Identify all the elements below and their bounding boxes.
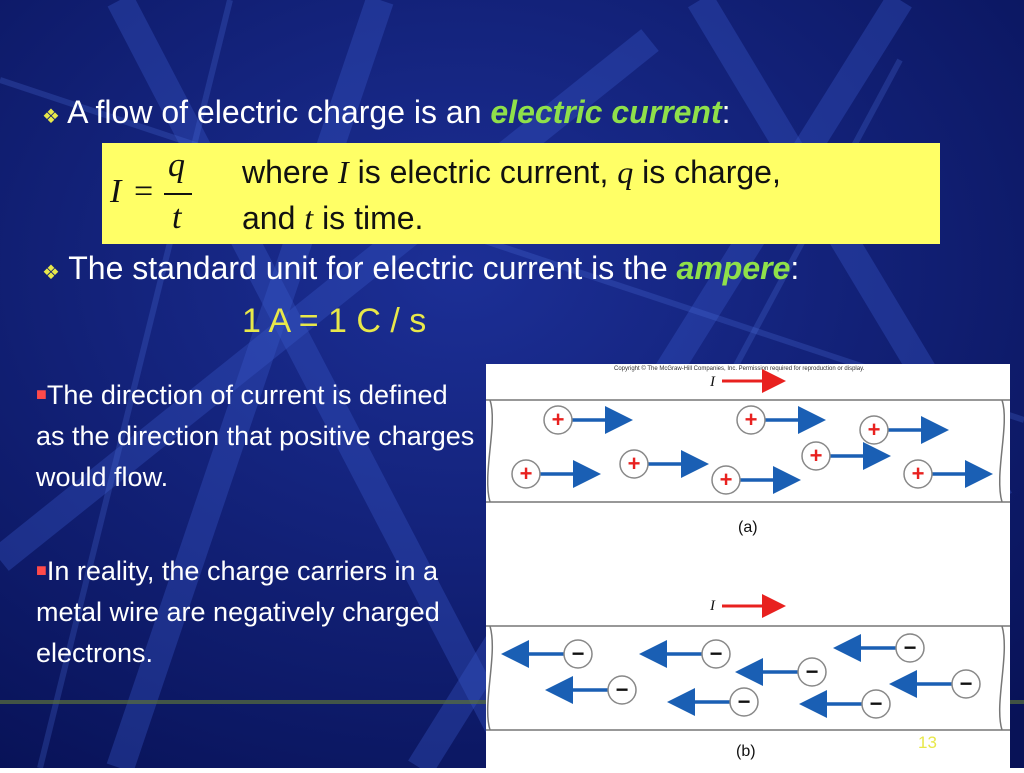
positive-charge-symbol: + (551, 407, 565, 432)
bullet2-prefix: The standard unit for electric current is the (68, 250, 677, 286)
wire-break-right-b (1000, 626, 1005, 730)
fraction-bar (164, 193, 192, 195)
electron-charge-symbol: − (615, 677, 629, 702)
def-is-charge: is charge, (633, 154, 781, 190)
positive-charge-symbol: + (627, 451, 641, 476)
term-electric-current: electric current (490, 94, 722, 130)
wire-break-left-b (488, 626, 493, 730)
def-and: and (242, 200, 305, 236)
paragraph-direction (36, 374, 476, 498)
unit-equation: 1 A = 1 C / s (242, 302, 427, 340)
paragraph-electrons (36, 550, 456, 674)
def-where: where (242, 154, 339, 190)
formula-denominator: t (172, 199, 182, 236)
positive-charge-symbol: + (519, 461, 533, 486)
page-number: 13 (918, 733, 937, 752)
bullet-ampere (42, 250, 799, 287)
current-label-b: I (710, 598, 715, 614)
formula-box (102, 143, 940, 244)
para2-text: In reality, the charge carriers in a metal wire are negatively charged electrons. (36, 556, 440, 668)
square-bullet-icon: ■ (36, 384, 47, 404)
current-diagram-svg (486, 364, 1010, 768)
caption-a: (a) (738, 519, 758, 536)
electron-charge-symbol: − (571, 641, 585, 666)
para1-text: The direction of current is defined as the direction that positive charges would flow. (36, 380, 475, 492)
negative-charges (508, 634, 980, 718)
electron-charge-symbol: − (959, 671, 973, 696)
def-var-I: I (338, 154, 349, 190)
formula-definition (242, 149, 932, 241)
copyright-text: Copyright © The McGraw-Hill Companies, Inc. Permission required for reproduction or display. (614, 366, 865, 372)
term-ampere: ampere (676, 250, 791, 286)
formula-lhs: I (110, 173, 122, 210)
bullet1-prefix: A flow of electric charge is an (67, 94, 491, 130)
bullet-electric-current (42, 94, 730, 131)
diamond-bullet-icon: ❖ (42, 262, 60, 284)
positive-charge-symbol: + (911, 461, 925, 486)
wire-break-left-a (488, 400, 493, 502)
positive-charge-symbol: + (744, 407, 758, 432)
def-is-current: is electric current, (348, 154, 618, 190)
electron-charge-symbol: − (737, 689, 751, 714)
electron-charge-symbol: − (709, 641, 723, 666)
positive-charge-symbol: + (867, 417, 881, 442)
positive-charges (512, 406, 986, 494)
bullet2-suffix: : (790, 250, 800, 286)
formula-equals: = (134, 173, 154, 210)
current-label-a: I (710, 374, 715, 390)
def-is-time: is time. (313, 200, 424, 236)
def-var-t: t (304, 200, 314, 236)
wire-break-right-a (1000, 400, 1005, 502)
electron-charge-symbol: − (903, 635, 917, 660)
positive-charge-symbol: + (719, 467, 733, 492)
positive-charge-symbol: + (809, 443, 823, 468)
electron-charge-symbol: − (869, 691, 883, 716)
caption-b: (b) (736, 743, 756, 760)
electron-charge-symbol: − (805, 659, 819, 684)
diamond-bullet-icon: ❖ (42, 106, 60, 128)
current-diagram-figure (486, 364, 1010, 768)
def-var-q: q (617, 154, 634, 190)
current-formula (102, 143, 222, 244)
bullet1-suffix: : (721, 94, 731, 130)
formula-numerator: q (168, 147, 185, 184)
square-bullet-icon: ■ (36, 560, 47, 580)
